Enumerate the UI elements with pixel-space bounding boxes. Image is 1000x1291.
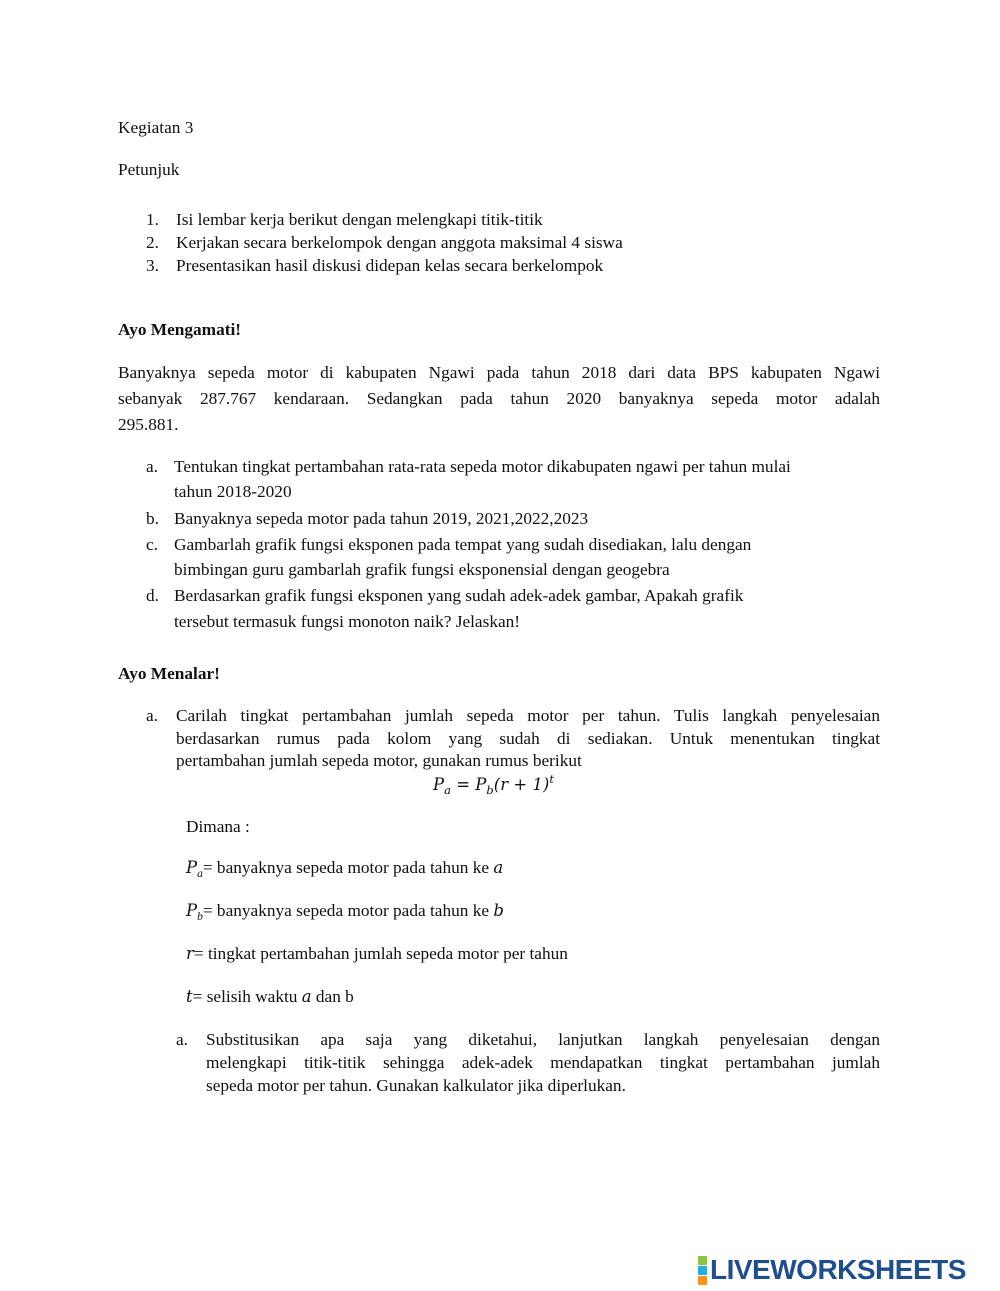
mengamati-item-line: bimbingan guru gambarlah grafik fungsi eksponensial dengan geogebra xyxy=(174,560,670,579)
definition-r: r= tingkat pertambahan jumlah sepeda motor per tahun xyxy=(186,944,568,963)
mengamati-paragraph-line: sebanyak 287.767 kendaraan. Sedangkan pada tahun 2020 banyaknya sepeda motor adalah xyxy=(118,389,880,408)
logo-tiles-icon xyxy=(698,1256,707,1285)
mengamati-item-line: Tentukan tingkat pertambahan rata-rata sepeda motor dikabupaten ngawi per tahun mulai xyxy=(174,457,791,476)
logo-text: LIVEWORKSHEETS xyxy=(710,1254,966,1285)
petunjuk-item-text: Kerjakan secara berkelompok dengan anggota maksimal 4 siswa xyxy=(176,233,623,252)
menalar-item-line: pertambahan jumlah sepeda motor, gunakan rumus berikut xyxy=(176,751,582,770)
menalar-subitem-letter: a. xyxy=(176,1030,188,1049)
mengamati-heading: Ayo Mengamati! xyxy=(118,320,242,339)
petunjuk-item-number: 2. xyxy=(146,233,159,252)
menalar-item-letter: a. xyxy=(146,706,158,725)
mengamati-paragraph-line: 295.881. xyxy=(118,415,179,434)
petunjuk-heading: Petunjuk xyxy=(118,160,180,179)
mengamati-item-line: Gambarlah grafik fungsi eksponen pada tempat yang sudah disediakan, lalu dengan xyxy=(174,535,752,554)
mengamati-item-line: Banyaknya sepeda motor pada tahun 2019, 2021,2022,2023 xyxy=(174,509,589,528)
definition-pb: $P_b=$ banyaknya sepeda motor pada tahun ke b xyxy=(186,901,504,923)
mengamati-item-letter: d. xyxy=(146,586,159,605)
petunjuk-item-number: 3. xyxy=(146,256,159,275)
mengamati-item-line: Berdasarkan grafik fungsi eksponen yang sudah adek-adek gambar, Apakah grafik xyxy=(174,586,744,605)
mengamati-item-letter: b. xyxy=(146,509,159,528)
liveworksheets-logo xyxy=(698,1255,966,1285)
definition-t: t= selisih waktu a dan b xyxy=(186,987,354,1006)
dimana-label: Dimana : xyxy=(186,817,250,836)
mengamati-item-letter: c. xyxy=(146,535,158,554)
menalar-heading: Ayo Menalar! xyxy=(118,664,220,683)
mengamati-item-line: tahun 2018-2020 xyxy=(174,482,292,501)
petunjuk-item-number: 1. xyxy=(146,210,159,229)
menalar-item-line: Carilah tingkat pertambahan jumlah sepeda motor per tahun. Tulis langkah penyelesaian xyxy=(176,706,880,725)
menalar-subitem-line: sepeda motor per tahun. Gunakan kalkulator jika diperlukan. xyxy=(206,1076,626,1095)
page-title: Kegiatan 3 xyxy=(118,118,194,137)
formula: $P_a = P_b(r + 1)^t$ xyxy=(433,772,554,797)
menalar-item-line: berdasarkan rumus pada kolom yang sudah di sediakan. Untuk menentukan tingkat xyxy=(176,729,880,748)
mengamati-item-letter: a. xyxy=(146,457,158,476)
menalar-subitem-line: Substitusikan apa saja yang diketahui, lanjutkan langkah penyelesaian dengan xyxy=(206,1030,880,1049)
mengamati-paragraph-line: Banyaknya sepeda motor di kabupaten Ngawi pada tahun 2018 dari data BPS kabupaten Ngawi xyxy=(118,363,880,382)
petunjuk-item-text: Isi lembar kerja berikut dengan melengkapi titik-titik xyxy=(176,210,543,229)
mengamati-item-line: tersebut termasuk fungsi monoton naik? Jelaskan! xyxy=(174,612,521,631)
menalar-subitem-line: melengkapi titik-titik sehingga adek-adek mendapatkan tingkat pertambahan jumlah xyxy=(206,1053,880,1072)
petunjuk-item-text: Presentasikan hasil diskusi didepan kelas secara berkelompok xyxy=(176,256,604,275)
definition-pa: $P_a=$ banyaknya sepeda motor pada tahun ke a xyxy=(186,858,504,880)
